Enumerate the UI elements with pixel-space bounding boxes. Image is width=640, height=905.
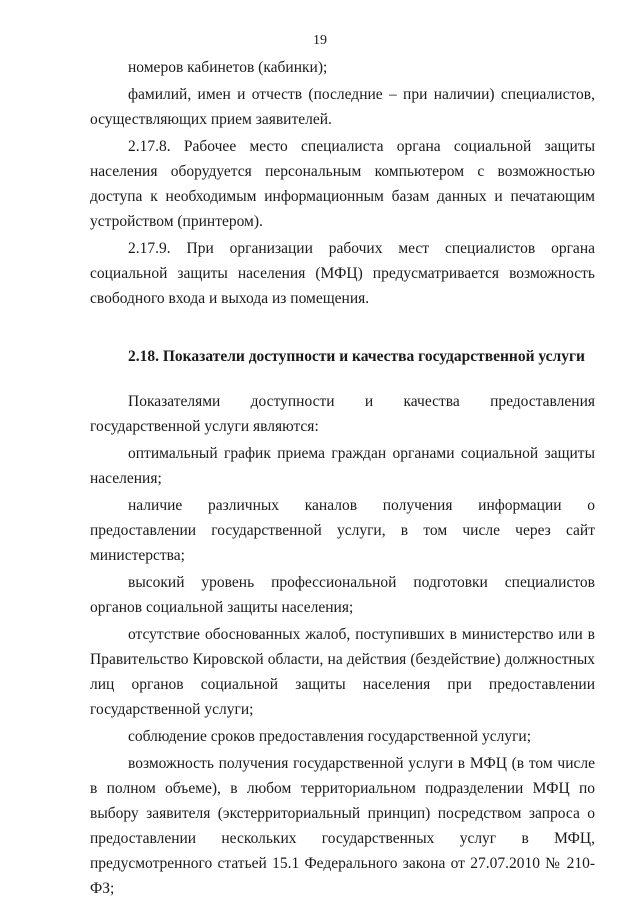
page-number: 19 (313, 33, 327, 48)
paragraph-staff-training: высокий уровень профессиональной подготовки специалистов органов социальной защиты населения; (90, 574, 595, 616)
paragraph-cabinet-numbers: номеров кабинетов (кабинки); (128, 59, 328, 76)
text-body (90, 55, 595, 901)
paragraph-no-complaints: отсутствие обоснованных жалоб, поступивших в министерство или в Правительство Кировской области, на действия (бездействие) должностных лиц органов социальной защиты населения при предоставлении государственной услуги; (90, 626, 595, 718)
paragraph-2-17-8: 2.17.8. Рабочее место специалиста органа социальной защиты населения оборудуется персональным компьютером с возможностью доступа к необходимым информационным базам данных и печатающим устройством (принтером). (90, 138, 595, 230)
paragraph-2-17-9: 2.17.9. При организации рабочих мест специалистов органа социальной защиты населения (МФЦ) предусматривается возможность свободного входа и выхода из помещения. (90, 240, 595, 307)
paragraph-deadlines: соблюдение сроков предоставления государственной услуги; (128, 728, 532, 745)
paragraph-information-channels: наличие различных каналов получения информации о предоставлении государственной услуги, в том числе через сайт министерства; (90, 497, 595, 564)
paragraph-indicators-intro: Показателями доступности и качества предоставления государственной услуги являются: (90, 393, 595, 435)
paragraph-optimal-schedule: оптимальный график приема граждан органами социальной защиты населения; (90, 445, 595, 487)
section-heading-2-18: 2.18. Показатели доступности и качества государственной услуги (128, 348, 585, 365)
paragraph-mfc-availability: возможность получения государственной услуги в МФЦ (в том числе в полном объеме), в любом территориальном подразделении МФЦ по выбору заявителя (экстерриториальный принцип) посредством запроса о предоставлении нескольких государственных услуг в МФЦ, предусмотренного статьей 15.1 Федерального закона от 27.07.2010 № 210-ФЗ; (90, 755, 595, 897)
paragraph-specialist-names: фамилий, имен и отчеств (последние – при наличии) специалистов, осуществляющих прием заявителей. (90, 86, 595, 128)
